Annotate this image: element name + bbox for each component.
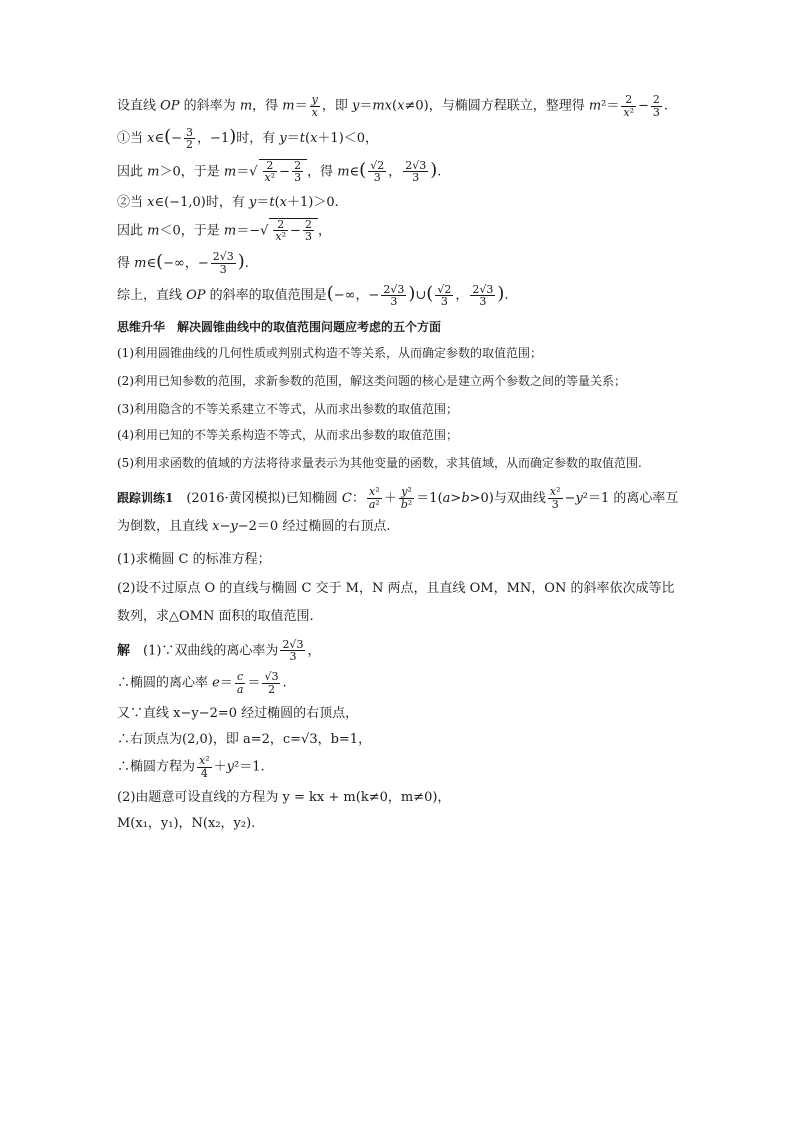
line-2: ①当 x∈(− $\frac{3}{2}$ ，−1)时，有 y＝t(x＋1)＜0， xyxy=(117,125,379,152)
line-1: 设直线 OP 的斜率为 m，得 m＝ $\frac{y}{x}$ ，即 y＝mx(x≠0)，与椭圆方程联立，整理得 m²＝ $\frac{2}{\text{x²}}$ − $\frac{2}{3}$ . xyxy=(117,93,669,119)
solution-2: ∴椭圆的离心率 e＝ $\frac{c}{a}$ ＝ $\frac{√3}{2}$ . xyxy=(117,670,287,696)
line-3: 因此 m＞0，于是 m＝√ $\frac{2}{\text{x²}}$ − $\frac{2}{3}$ ，得 m∈( $\frac{√2}{3}$ ， $\frac{2√3}{3}$ ). xyxy=(117,158,442,185)
solution-7: M(x₁，y₁)，N(x₂，y₂). xyxy=(117,816,256,832)
section-heading: 思维升华 解决圆锥曲线中的取值范围问题应考虑的五个方面 xyxy=(117,319,442,334)
point-4: (4)利用已知的不等关系构造不等式，从而求出参数的取值范围； xyxy=(117,427,459,442)
solution-3: 又∵直线 x−y−2=0 经过椭圆的右顶点， xyxy=(117,706,359,722)
point-2: (2)利用已知参数的范围，求新参数的范围，解这类问题的核心是建立两个参数之间的等量关系； xyxy=(117,373,627,388)
line-6: 得 m∈(−∞，− $\frac{2√3}{3}$ ). xyxy=(117,250,249,276)
document-content xyxy=(117,94,687,839)
line-7: 综上，直线 OP 的斜率的取值范围是(−∞，− $\frac{2√3}{3}$ )∪( $\frac{√2}{3}$ ， $\frac{2√3}{3}$ ). xyxy=(117,282,509,309)
question-2: (2)设不过原点 O 的直线与椭圆 C 交于 M，N 两点，且直线 OM，MN，ON 的斜率依次成等比数列，求△OMN 面积的取值范围. xyxy=(117,580,675,624)
line-4: ②当 x∈(−1,0)时，有 y＝t(x＋1)＞0. xyxy=(117,194,339,210)
line-5: 因此 m＜0，于是 m＝−√ $\frac{2}{\text{x²}}$ − $\frac{2}{3}$ ， xyxy=(117,217,331,244)
solution-5: ∴椭圆方程为 $\frac{\text{x²}}{4}$ ＋y²＝1. xyxy=(117,754,265,780)
point-1: (1)利用圆锥曲线的几何性质或判别式构造不等关系，从而确定参数的取值范围； xyxy=(117,345,543,360)
solution-1: 解 (1)∵双曲线的离心率为 $\frac{2√3}{3}$ ， xyxy=(117,637,321,664)
question-1: (1)求椭圆 C 的标准方程； xyxy=(117,551,271,567)
point-5: (5)利用求函数的值域的方法将待求量表示为其他变量的函数，求其值域，从而确定参数的取值范围. xyxy=(117,455,642,470)
practice-problem: 跟踪训练1 (2016·黄冈模拟)已知椭圆 C： $\frac{\text{x²}}{\text{a²}}$ ＋ $\frac{\text{y²}}{\text{b²}}$ ＝1(a>b>0)与双曲线 $\frac{\text{x²}}{3}$ −y²＝1 的离心率互为倒数，且直线 x−y−2＝0 经过椭圆的右顶点. xyxy=(117,485,679,534)
solution-4: ∴右顶点为(2,0)，即 a=2，c=√3，b=1， xyxy=(117,732,372,748)
solution-6: (2)由题意可设直线的方程为 y = kx + m(k≠0，m≠0)， xyxy=(117,790,451,806)
point-3: (3)利用隐含的不等关系建立不等式，从而求出参数的取值范围； xyxy=(117,401,459,416)
